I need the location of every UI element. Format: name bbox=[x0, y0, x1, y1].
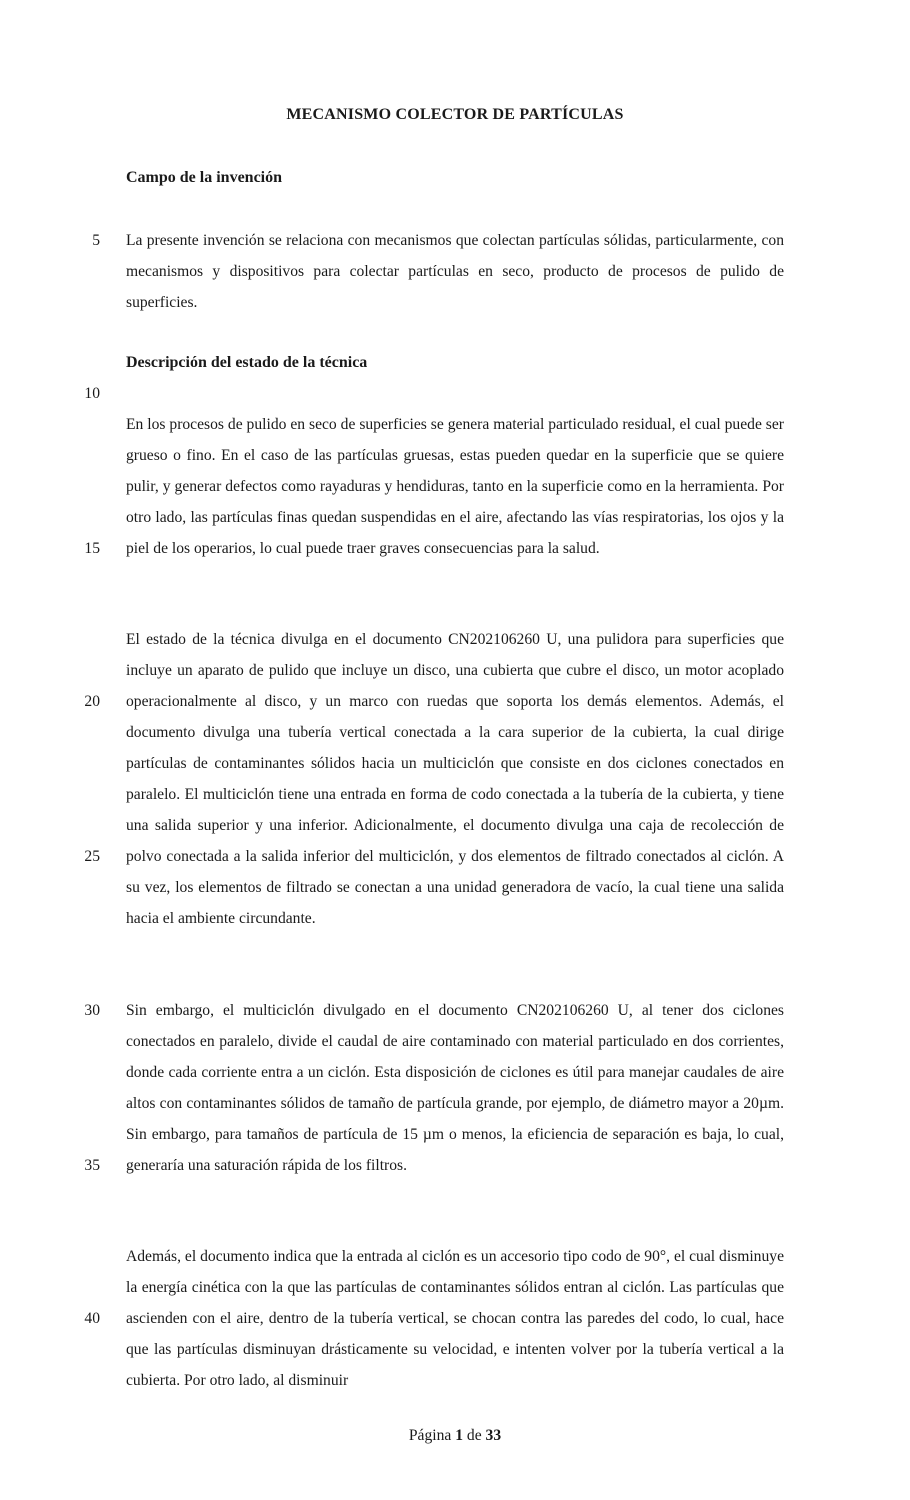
footer-total-pages: 33 bbox=[485, 1427, 502, 1444]
section-heading-field: Campo de la invención bbox=[126, 169, 283, 186]
line-number-5: 5 bbox=[92, 232, 100, 249]
section-heading-prior-art: Descripción del estado de la técnica bbox=[126, 354, 368, 371]
paragraph-prior-art-description: El estado de la técnica divulga en el documento CN202106260 U, una pulidora para superficies que incluye un aparato de pulido que incluye un disco, una cubierta que cubre el disco, un motor acoplado operacionalmente al disco, y un marco con ruedas que soporta los demás elementos. Además, el documento divulga una tubería vertical conectada a la cara superior de la cubierta, la cual dirige partículas de contaminantes sólidos hacia un multiciclón que consiste en dos ciclones conectados en paralelo. El multiciclón tiene una entrada en forma de codo conectada a la tubería de la cubierta, y tiene una salida superior y una inferior. Adicionalmente, el documento divulga una caja de recolección de polvo conectada a la salida inferior del multiciclón, y dos elementos de filtrado conectados al ciclón. A su vez, los elementos de filtrado se conectan a una unidad generadora de vacío, la cual tiene una salida hacia el ambiente circundante. bbox=[126, 631, 784, 927]
footer-prefix: Página bbox=[408, 1427, 452, 1444]
paragraph-elbow-inlet: Además, el documento indica que la entrada al ciclón es un accesorio tipo codo de 90°, el cual disminuye la energía cinética con la que las partículas de contaminantes sólidos entran al ciclón. Las partículas que ascienden con el aire, dentro de la tubería vertical, se chocan contra las paredes del codo, lo cual, hace que las partículas disminuyan drásticamente su velocidad, e intenten volver por la tubería vertical a la cubierta. Por otro lado, al disminuir bbox=[126, 1248, 784, 1389]
line-number-10: 10 bbox=[84, 385, 100, 402]
document-title: MECANISMO COLECTOR DE PARTÍCULAS bbox=[286, 106, 624, 123]
footer-page-number: 1 bbox=[455, 1427, 464, 1444]
line-number-25: 25 bbox=[84, 848, 100, 865]
line-number-30: 30 bbox=[84, 1002, 100, 1019]
paragraph-field: La presente invención se relaciona con mecanismos que colectan partículas sólidas, particularmente, con mecanismos y dispositivos para colectar partículas en seco, producto de procesos de pulido de superficies. bbox=[126, 232, 784, 311]
footer-separator: de bbox=[466, 1427, 482, 1444]
paragraph-multicyclone: Sin embargo, el multiciclón divulgado en el documento CN202106260 U, al tener dos ciclones conectados en paralelo, divide el caudal de aire contaminado con material particulado en dos corrientes, donde cada corriente entra a un ciclón. Esta disposición de ciclones es útil para manejar caudales de aire altos con contaminantes sólidos de tamaño de partícula grande, por ejemplo, de diámetro mayor a 20µm. Sin embargo, para tamaños de partícula de 15 µm o menos, la eficiencia de separación es baja, lo cual, generaría una saturación rápida de los filtros. bbox=[126, 1002, 784, 1174]
line-number-20: 20 bbox=[84, 693, 100, 710]
page-footer bbox=[0, 1427, 910, 1445]
line-number-35: 35 bbox=[84, 1157, 100, 1174]
paragraph-polishing: En los procesos de pulido en seco de superficies se genera material particulado residual, el cual puede ser grueso o fino. En el caso de las partículas gruesas, estas pueden quedar en la superficie que se quiere pulir, y generar defectos como rayaduras y hendiduras, tanto en la superficie como en la herramienta. Por otro lado, las partículas finas quedan suspendidas en el aire, afectando las vías respiratorias, los ojos y la piel de los operarios, lo cual puede traer graves consecuencias para la salud. bbox=[126, 416, 784, 557]
line-number-40: 40 bbox=[84, 1310, 100, 1327]
line-number-15: 15 bbox=[84, 540, 100, 557]
